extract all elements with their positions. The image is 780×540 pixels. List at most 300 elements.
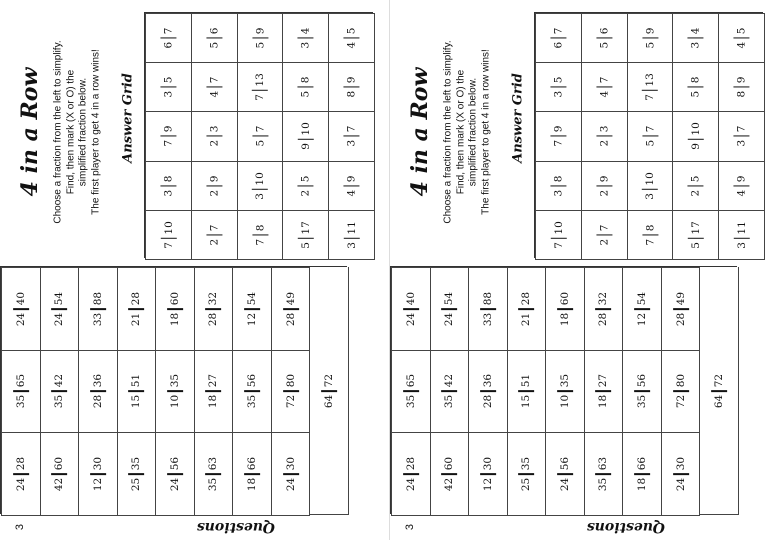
instruction-line: Choose a fraction from the left to simplify. [52, 40, 64, 224]
fraction-bar [206, 308, 222, 310]
question-cell[interactable] [1, 350, 41, 434]
fraction-bar [596, 37, 612, 39]
question-cell[interactable] [271, 267, 311, 351]
fraction-bar [90, 308, 106, 310]
fraction [206, 28, 222, 49]
answer-cell[interactable] [191, 111, 238, 161]
question-cell[interactable] [622, 267, 662, 351]
answer-cell[interactable] [328, 210, 375, 260]
fraction-bar [128, 391, 144, 393]
answer-cell[interactable] [145, 161, 192, 211]
fraction [688, 175, 704, 196]
question-cell[interactable] [271, 350, 311, 434]
question-cell[interactable] [584, 432, 624, 516]
denominator: 9 [162, 126, 175, 133]
fraction-bar [344, 87, 360, 89]
numerator: 6 [552, 41, 565, 49]
page-number: 3 [404, 523, 416, 531]
answer-cell[interactable] [328, 111, 375, 161]
fraction [550, 77, 566, 98]
numerator: 7 [643, 94, 656, 102]
fraction [403, 374, 419, 408]
fraction-bar [206, 185, 222, 187]
answer-cell[interactable] [191, 210, 238, 260]
answer-cell[interactable] [718, 111, 765, 161]
answer-cell[interactable] [237, 13, 284, 63]
denominator: 66 [245, 457, 258, 471]
page-number: 3 [14, 523, 26, 531]
answer-cell[interactable] [627, 210, 674, 260]
question-cell[interactable] [545, 350, 585, 434]
question-cell[interactable] [194, 350, 234, 434]
fraction [298, 175, 314, 196]
numerator: 35 [635, 395, 648, 409]
numerator: 2 [597, 238, 610, 246]
numerator: 24 [404, 312, 417, 326]
fraction-bar [244, 473, 260, 475]
numerator: 10 [558, 395, 571, 409]
numerator: 24 [674, 477, 687, 492]
denominator: 11 [345, 221, 358, 235]
question-cell[interactable] [507, 432, 547, 516]
denominator: 5 [735, 27, 748, 35]
fraction-bar [734, 37, 750, 39]
questions-grid [390, 266, 737, 514]
fraction-bar [160, 136, 176, 138]
denominator: 60 [443, 457, 456, 471]
numerator: 9 [689, 143, 702, 151]
answer-cell[interactable] [718, 13, 765, 63]
fraction [160, 28, 176, 49]
fraction [128, 374, 144, 408]
question-cell[interactable] [430, 267, 470, 351]
fraction-bar [634, 308, 650, 310]
fraction-bar [298, 185, 314, 187]
question-cell[interactable] [391, 350, 431, 434]
fraction-bar [167, 473, 183, 475]
answer-cell[interactable] [145, 111, 192, 161]
answer-cell[interactable] [718, 62, 765, 112]
denominator: 32 [597, 291, 610, 306]
fraction-bar [283, 391, 299, 393]
answer-cell[interactable] [191, 161, 238, 211]
denominator: 3 [207, 126, 220, 133]
answer-grid-label: Answer Grid [510, 73, 526, 163]
fraction-bar [160, 237, 176, 239]
question-cell[interactable] [622, 432, 662, 516]
question-cell[interactable] [155, 432, 195, 516]
fraction-bar [206, 37, 222, 39]
fraction [441, 457, 457, 491]
numerator: 28 [284, 312, 297, 326]
fraction-bar [160, 37, 176, 39]
question-cell[interactable] [699, 267, 739, 515]
fraction-bar [298, 237, 314, 239]
fraction-bar [344, 185, 360, 187]
question-cell[interactable] [468, 350, 508, 434]
answer-cell[interactable] [282, 13, 329, 63]
denominator: 27 [597, 374, 610, 388]
denominator: 36 [481, 374, 494, 388]
denominator: 42 [443, 374, 456, 388]
fraction-bar [51, 473, 67, 475]
denominator: 40 [14, 291, 27, 306]
fraction [13, 457, 29, 491]
fraction-bar [298, 139, 314, 141]
question-cell[interactable] [117, 350, 157, 434]
question-cell[interactable] [232, 350, 272, 434]
denominator: 9 [643, 27, 656, 35]
numerator: 12 [635, 312, 648, 326]
fraction [160, 126, 176, 147]
denominator: 56 [168, 457, 181, 471]
question-cell[interactable] [507, 267, 547, 351]
worksheet-page-right [390, 0, 780, 540]
numerator: 3 [735, 241, 748, 249]
answer-cell[interactable] [672, 111, 719, 161]
denominator: 30 [91, 457, 104, 471]
fraction [51, 374, 67, 408]
denominator: 54 [53, 291, 66, 306]
numerator: 35 [14, 395, 27, 409]
question-cell[interactable] [194, 432, 234, 516]
numerator: 3 [253, 192, 266, 200]
question-cell[interactable] [584, 350, 624, 434]
fraction [252, 172, 268, 200]
denominator: 5 [552, 76, 565, 84]
numerator: 24 [558, 477, 571, 492]
numerator: 4 [207, 91, 220, 98]
answer-cell[interactable] [535, 62, 582, 112]
question-cell[interactable] [1, 432, 41, 516]
answer-cell[interactable] [672, 13, 719, 63]
denominator: 60 [168, 291, 181, 306]
fraction-bar [13, 473, 29, 475]
fraction-bar [596, 391, 612, 393]
answer-cell[interactable] [282, 161, 329, 211]
fraction [13, 292, 29, 326]
question-cell[interactable] [232, 267, 272, 351]
fraction-bar [298, 37, 314, 39]
denominator: 8 [643, 224, 656, 232]
fraction-bar [550, 237, 566, 239]
numerator: 35 [207, 477, 220, 492]
question-cell[interactable] [1, 267, 41, 351]
fraction [596, 224, 612, 245]
fraction [596, 28, 612, 49]
fraction-bar [557, 391, 573, 393]
fraction [167, 374, 183, 408]
fraction-bar [252, 136, 268, 138]
answer-cell[interactable] [328, 13, 375, 63]
numerator: 12 [91, 477, 104, 492]
fraction [244, 374, 260, 408]
answer-cell[interactable] [191, 62, 238, 112]
fraction [557, 374, 573, 408]
answer-cell[interactable] [237, 161, 284, 211]
answer-cell[interactable] [581, 210, 628, 260]
question-cell[interactable] [78, 267, 118, 351]
fraction-bar [283, 308, 299, 310]
fraction [550, 221, 566, 249]
question-cell[interactable] [468, 267, 508, 351]
denominator: 63 [207, 457, 220, 471]
fraction [206, 224, 222, 245]
answer-cell[interactable] [328, 62, 375, 112]
fraction-bar [688, 139, 704, 141]
numerator: 4 [345, 41, 358, 49]
denominator: 17 [299, 221, 312, 235]
answer-cell[interactable] [535, 111, 582, 161]
fraction-bar [283, 473, 299, 475]
instruction-line: The first player to get 4 in a row wins! [479, 49, 491, 215]
fraction [634, 374, 650, 408]
fraction [244, 457, 260, 491]
instruction-line: The first player to get 4 in a row wins! [89, 49, 101, 215]
numerator: 18 [597, 395, 610, 409]
answer-cell[interactable] [672, 62, 719, 112]
fraction-bar [673, 391, 689, 393]
answer-cell[interactable] [145, 13, 192, 63]
question-cell[interactable] [661, 350, 701, 434]
question-cell[interactable] [40, 432, 80, 516]
fraction [206, 457, 222, 491]
fraction [634, 457, 650, 491]
fraction-bar [688, 87, 704, 89]
fraction [596, 292, 612, 326]
answer-cell[interactable] [718, 210, 765, 260]
answer-cell[interactable] [282, 111, 329, 161]
fraction [557, 457, 573, 491]
worksheet-title: 4 in a Row [17, 67, 43, 197]
answer-cell[interactable] [535, 210, 582, 260]
numerator: 2 [597, 140, 610, 147]
denominator: 80 [674, 374, 687, 388]
answer-cell[interactable] [145, 210, 192, 260]
fraction-bar [160, 185, 176, 187]
question-cell[interactable] [468, 432, 508, 516]
numerator: 3 [345, 140, 358, 147]
numerator: 28 [91, 395, 104, 409]
denominator: 42 [53, 374, 66, 388]
denominator: 7 [643, 126, 656, 133]
denominator: 13 [253, 73, 266, 87]
fraction [480, 374, 496, 408]
fraction [298, 28, 314, 49]
question-cell[interactable] [117, 432, 157, 516]
question-cell[interactable] [622, 350, 662, 434]
fraction [518, 292, 534, 326]
question-cell[interactable] [117, 267, 157, 351]
question-cell[interactable] [584, 267, 624, 351]
numerator: 18 [207, 395, 220, 409]
fraction-bar [642, 90, 658, 92]
denominator: 8 [253, 224, 266, 232]
question-cell[interactable] [309, 267, 349, 515]
denominator: 35 [168, 374, 181, 388]
numerator: 18 [635, 477, 648, 492]
fraction-bar [634, 473, 650, 475]
answer-cell[interactable] [672, 161, 719, 211]
answer-cell[interactable] [237, 111, 284, 161]
numerator: 3 [689, 41, 702, 49]
question-cell[interactable] [661, 267, 701, 351]
question-cell[interactable] [545, 432, 585, 516]
fraction-bar [321, 390, 337, 392]
denominator: 13 [643, 73, 656, 87]
question-cell[interactable] [40, 350, 80, 434]
question-cell[interactable] [507, 350, 547, 434]
denominator: 9 [253, 27, 266, 35]
fraction [403, 292, 419, 326]
fraction [298, 77, 314, 98]
denominator: 11 [735, 221, 748, 235]
numerator: 24 [53, 312, 66, 326]
question-cell[interactable] [40, 267, 80, 351]
denominator: 4 [689, 27, 702, 35]
numerator: 4 [345, 189, 358, 197]
denominator: 40 [404, 291, 417, 306]
answer-cell[interactable] [535, 161, 582, 211]
fraction-bar [206, 234, 222, 236]
numerator: 2 [207, 189, 220, 197]
fraction [344, 175, 360, 196]
answer-cell[interactable] [627, 13, 674, 63]
answer-cell[interactable] [627, 62, 674, 112]
denominator: 28 [520, 291, 533, 306]
numerator: 4 [735, 189, 748, 197]
numerator: 28 [481, 395, 494, 409]
numerator: 35 [245, 395, 258, 409]
fraction [13, 374, 29, 408]
numerator: 42 [53, 477, 66, 492]
fraction [283, 292, 299, 326]
answer-cell[interactable] [191, 13, 238, 63]
fraction-bar [244, 391, 260, 393]
question-cell[interactable] [545, 267, 585, 351]
fraction [51, 457, 67, 491]
fraction-bar [90, 391, 106, 393]
fraction-bar [596, 234, 612, 236]
answer-cell[interactable] [282, 62, 329, 112]
denominator: 7 [345, 126, 358, 133]
answer-cell[interactable] [581, 13, 628, 63]
denominator: 8 [689, 76, 702, 84]
numerator: 18 [168, 312, 181, 326]
fraction-bar [596, 473, 612, 475]
denominator: 54 [635, 291, 648, 306]
numerator: 24 [14, 477, 27, 492]
fraction [298, 123, 314, 151]
numerator: 2 [207, 238, 220, 246]
fraction [128, 292, 144, 326]
numerator: 5 [253, 140, 266, 147]
fraction-bar [298, 87, 314, 89]
question-cell[interactable] [430, 432, 470, 516]
answer-cell[interactable] [328, 161, 375, 211]
question-cell[interactable] [661, 432, 701, 516]
numerator: 7 [162, 140, 175, 147]
denominator: 7 [207, 224, 220, 232]
fraction-bar [244, 308, 260, 310]
answer-cell[interactable] [237, 62, 284, 112]
numerator: 7 [643, 238, 656, 246]
numerator: 33 [481, 312, 494, 326]
question-cell[interactable] [232, 432, 272, 516]
answer-cell[interactable] [145, 62, 192, 112]
question-cell[interactable] [78, 350, 118, 434]
numerator: 64 [322, 394, 335, 408]
answer-cell[interactable] [581, 111, 628, 161]
answer-cell[interactable] [581, 161, 628, 211]
denominator: 17 [689, 221, 702, 235]
fraction [518, 374, 534, 408]
numerator: 72 [284, 395, 297, 409]
answer-cell[interactable] [581, 62, 628, 112]
numerator: 35 [597, 477, 610, 492]
denominator: 35 [520, 457, 533, 471]
question-cell[interactable] [155, 267, 195, 351]
fraction-bar [734, 87, 750, 89]
answer-cell[interactable] [237, 210, 284, 260]
fraction [298, 221, 314, 249]
numerator: 3 [162, 189, 175, 197]
fraction-bar [596, 185, 612, 187]
questions-grid [0, 266, 347, 514]
numerator: 24 [14, 312, 27, 326]
denominator: 7 [735, 126, 748, 133]
question-cell[interactable] [430, 350, 470, 434]
question-cell[interactable] [271, 432, 311, 516]
denominator: 65 [14, 374, 27, 388]
fraction [642, 224, 658, 245]
answer-cell[interactable] [282, 210, 329, 260]
numerator: 3 [735, 140, 748, 147]
question-cell[interactable] [391, 267, 431, 351]
fraction [642, 172, 658, 200]
denominator: 6 [207, 27, 220, 35]
numerator: 28 [674, 312, 687, 326]
question-cell[interactable] [391, 432, 431, 516]
question-cell[interactable] [78, 432, 118, 516]
answer-cell[interactable] [627, 161, 674, 211]
denominator: 88 [91, 291, 104, 306]
numerator: 18 [245, 477, 258, 492]
fraction-bar [734, 136, 750, 138]
fraction [688, 28, 704, 49]
fraction [51, 292, 67, 326]
answer-grid-label: Answer Grid [120, 73, 136, 163]
fraction-bar [252, 37, 268, 39]
answer-cell[interactable] [535, 13, 582, 63]
fraction-bar [206, 87, 222, 89]
numerator: 21 [130, 312, 143, 326]
question-cell[interactable] [155, 350, 195, 434]
fraction [441, 292, 457, 326]
denominator: 36 [91, 374, 104, 388]
answer-cell[interactable] [672, 210, 719, 260]
fraction-bar [480, 391, 496, 393]
denominator: 72 [712, 373, 725, 387]
fraction-bar [596, 87, 612, 89]
fraction [550, 175, 566, 196]
denominator: 10 [162, 221, 175, 235]
answer-cell[interactable] [627, 111, 674, 161]
question-cell[interactable] [194, 267, 234, 351]
numerator: 2 [207, 140, 220, 147]
answer-cell[interactable] [718, 161, 765, 211]
numerator: 24 [284, 477, 297, 492]
